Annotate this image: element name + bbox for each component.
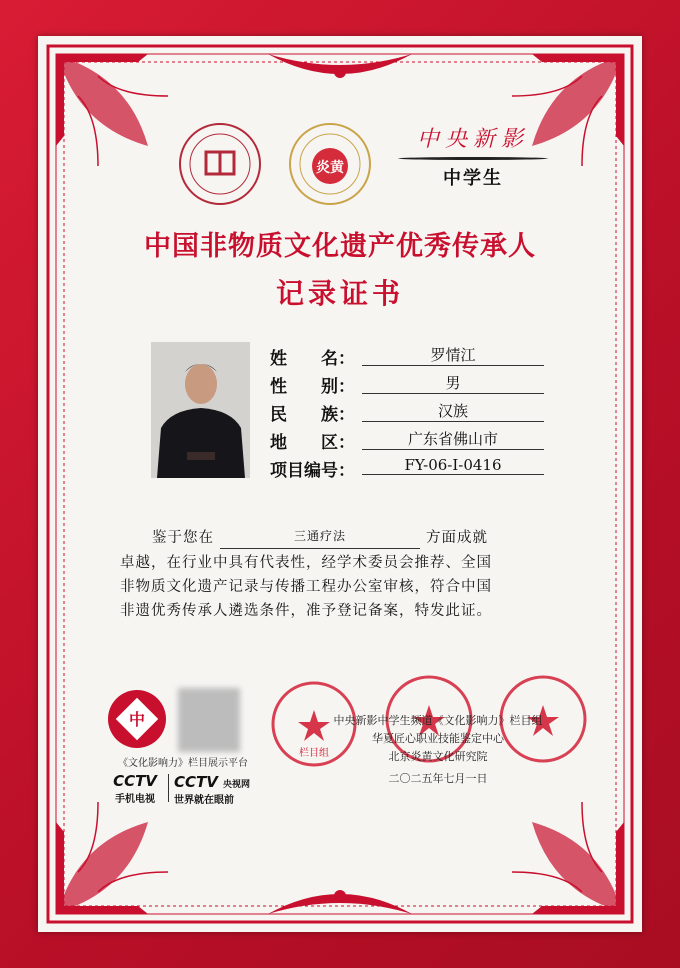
body-line-1: 鉴于您在 三通疗法 方面成就 bbox=[120, 526, 560, 551]
svg-text:栏目组: 栏目组 bbox=[299, 748, 329, 759]
body-line-4: 非遗优秀传承人遴选条件，准予登记备案，特发此证。 bbox=[120, 603, 492, 619]
culture-influence-logo bbox=[106, 688, 168, 750]
certificate-paper bbox=[38, 36, 642, 932]
logo-divider bbox=[168, 774, 169, 802]
body-project: 三通疗法 bbox=[220, 524, 420, 549]
certificate-subtitle: 记录证书 bbox=[275, 277, 404, 310]
field-value: 广东省佛山市 bbox=[362, 428, 544, 450]
issuer-line: 华夏匠心职业技能鉴定中心 bbox=[372, 732, 504, 745]
certificate-title: 中国非物质文化遗产优秀传承人 bbox=[144, 231, 536, 262]
field-row-region bbox=[270, 428, 590, 454]
brand-script: 中央新影 bbox=[416, 127, 529, 152]
field-label: 姓 名： bbox=[270, 349, 355, 369]
field-label: 性 别： bbox=[270, 377, 355, 397]
field-value: 男 bbox=[362, 372, 544, 394]
issuer-line: 北京炎黄文化研究院 bbox=[388, 750, 488, 763]
field-row-ethnicity bbox=[270, 400, 590, 426]
platform-caption: 《文化影响力》栏目展示平台 bbox=[118, 758, 248, 769]
issue-date: 二〇二五年七月一日 bbox=[388, 772, 488, 785]
svg-text:炎黄: 炎黄 bbox=[316, 160, 344, 176]
holder-photo bbox=[151, 342, 250, 478]
certificate-body bbox=[120, 526, 560, 623]
field-row-project-id bbox=[270, 456, 590, 482]
middle-emblem-logo bbox=[288, 122, 372, 206]
left-emblem-logo bbox=[178, 122, 262, 206]
field-row-name bbox=[270, 344, 590, 370]
field-value: FY-06-I-0416 bbox=[362, 456, 544, 475]
field-value: 汉族 bbox=[362, 400, 544, 422]
qr-code-blurred bbox=[178, 688, 240, 752]
cctv-mobile-logo: CCTV 手机电视 bbox=[113, 772, 157, 805]
field-value: 罗情江 bbox=[362, 344, 544, 366]
field-row-gender bbox=[270, 372, 590, 398]
cctv-com-logo: CCTV 央视网 世界就在眼前 bbox=[174, 773, 250, 806]
brand-logo bbox=[398, 122, 548, 192]
issuer-line: 中央新影中学生频道《文化影响力》栏目组 bbox=[333, 714, 543, 727]
issuer-block bbox=[308, 712, 568, 788]
svg-text:中: 中 bbox=[128, 710, 146, 729]
brand-sub: 中学生 bbox=[443, 168, 503, 189]
field-label: 民 族： bbox=[270, 405, 355, 425]
body-line-3: 非物质文化遗产记录与传播工程办公室审核，符合中国 bbox=[120, 579, 492, 595]
field-label: 地 区： bbox=[270, 433, 355, 453]
body-line-2: 卓越，在行业中具有代表性，经学术委员会推荐、全国 bbox=[120, 555, 492, 571]
field-label: 项目编号： bbox=[270, 461, 355, 481]
